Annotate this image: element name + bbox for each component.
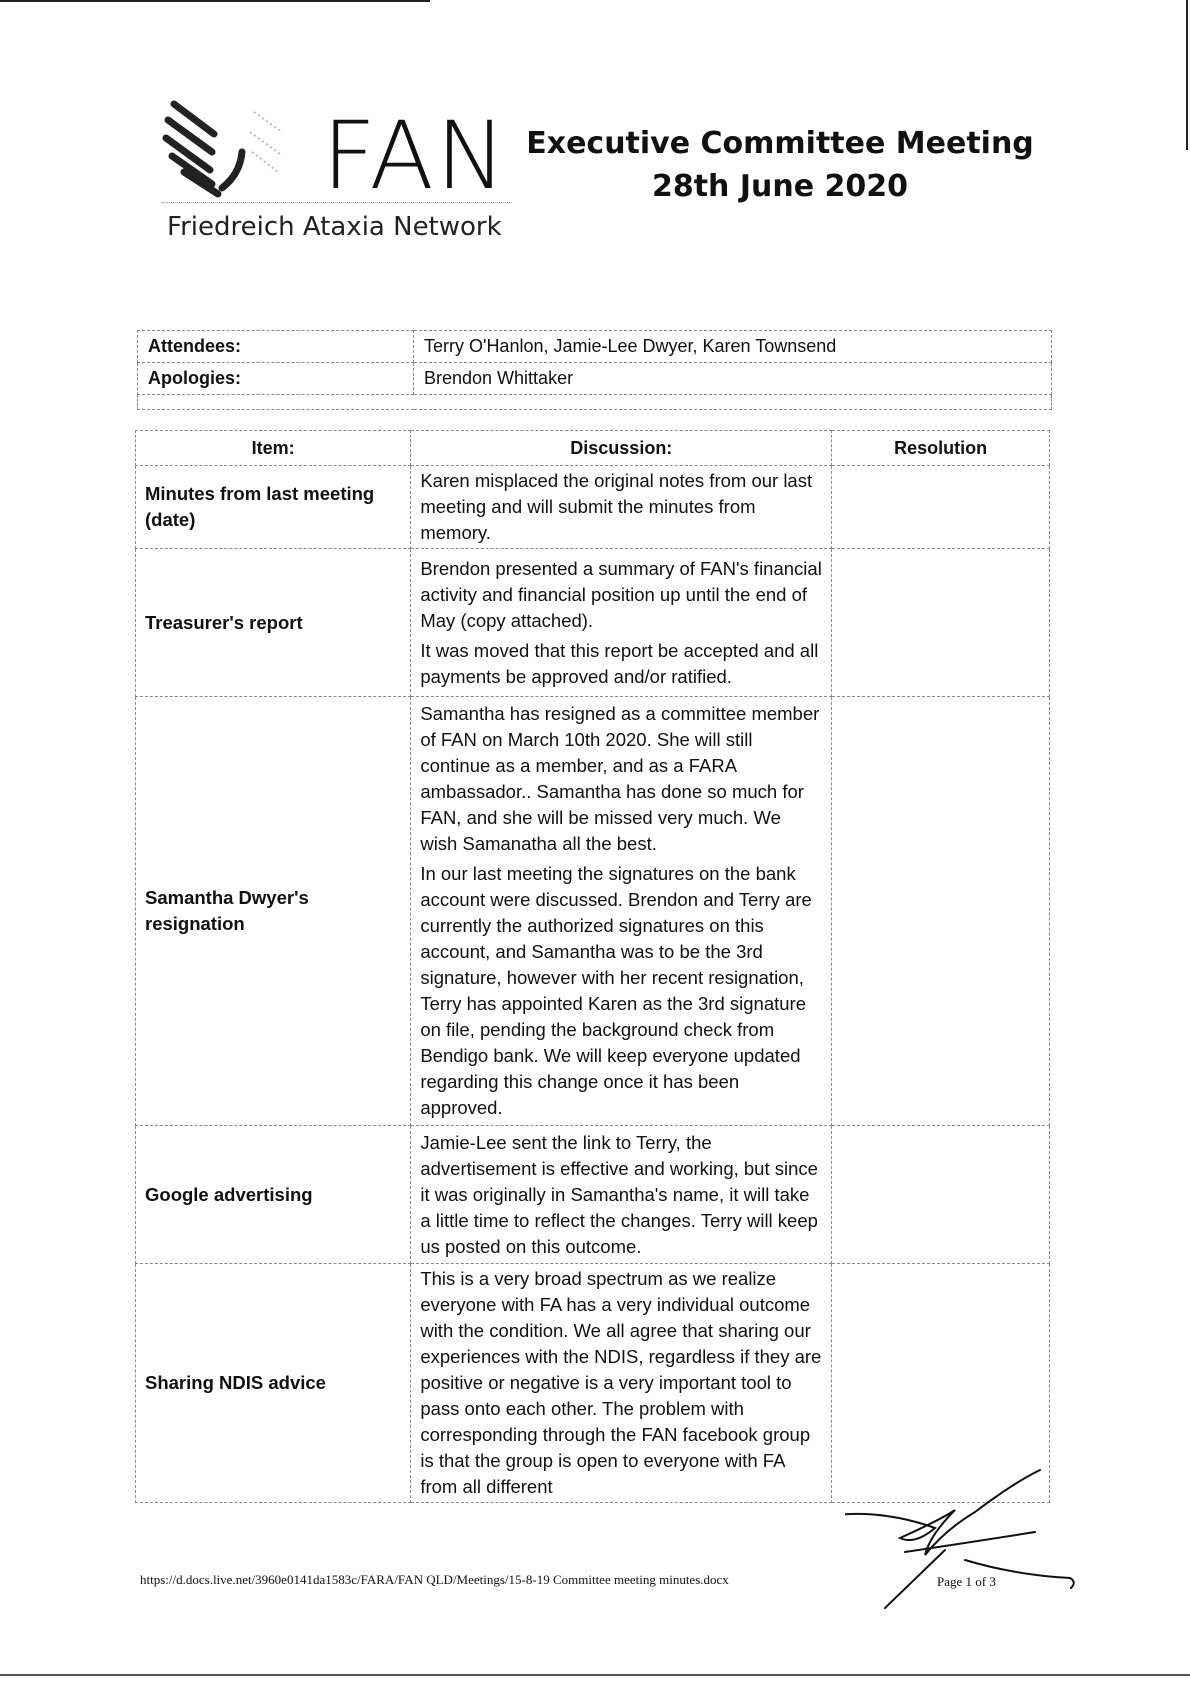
discussion-paragraph: This is a very broad spectrum as we realize everyone with FA has a very individual outcome with the condition. We all agree that sharing our experiences with the NDIS, regardless if they are positive or negative is a very important tool to pass onto each other. The problem with corresponding through the FAN facebook group is that the group is open to everyone with FA from all different [420, 1268, 822, 1497]
attendance-table [137, 330, 1052, 410]
discussion-cell [411, 1264, 832, 1503]
discussion-paragraph: Samantha has resigned as a committee member of FAN on March 10th 2020. She will still continue as a member, and as a FARA ambassador.. Samantha has done so much for FAN, and she will be missed very much. We wish Samanatha all the best. [420, 703, 820, 854]
apologies-row [138, 363, 1052, 395]
header-discussion: Discussion: [411, 431, 832, 466]
scan-edge-bottom [0, 1674, 1190, 1676]
header-resolution: Resolution [832, 431, 1050, 466]
apologies-label: Apologies: [138, 363, 414, 395]
discussion-paragraph: It was moved that this report be accepted and all payments be approved and/or ratified. [420, 639, 819, 687]
discussion-paragraph: Jamie-Lee sent the link to Terry, the advertisement is effective and working, but since it was originally in Samantha's name, it will take a little time to reflect the changes. Terry will keep us posted on this outcome. [420, 1131, 818, 1257]
scan-edge-right [1186, 0, 1188, 150]
item-cell: Treasurer's report [136, 549, 411, 697]
item-cell: Minutes from last meeting (date) [136, 466, 411, 549]
discussion-cell [411, 1126, 832, 1264]
discussion-paragraph: In our last meeting the signatures on the bank account were discussed. Brendon and Terry are currently the authorized signatures on this account, and Samantha was to be the 3rd signature, however with her recent resignation, Terry has appointed Karen as the 3rd signature on file, pending the background check from Bendigo bank. We will keep everyone updated regarding this change once it has been approved. [420, 863, 812, 1118]
discussion-paragraph: Karen misplaced the original notes from our last meeting and will submit the minutes from memory. [420, 470, 813, 543]
handwritten-signature [845, 1460, 1115, 1630]
attendees-value: Terry O'Hanlon, Jamie-Lee Dwyer, Karen Townsend [414, 331, 1052, 363]
scan-edge-top [0, 0, 430, 2]
resolution-cell [832, 697, 1050, 1126]
logo-subtitle: Friedreich Ataxia Network [167, 212, 502, 242]
apologies-value: Brendon Whittaker [414, 363, 1052, 395]
table-row [136, 549, 1050, 697]
document-title [520, 122, 1040, 208]
hand-stripes-icon [162, 92, 322, 202]
header-item: Item: [136, 431, 411, 466]
resolution-cell [832, 1126, 1050, 1264]
discussion-cell [411, 549, 832, 697]
title-line-1: Executive Committee Meeting [526, 126, 1034, 161]
item-cell: Google advertising [136, 1126, 411, 1264]
table-row [136, 466, 1050, 549]
attendees-row [138, 331, 1052, 363]
table-row [136, 697, 1050, 1126]
fan-logo [162, 92, 509, 252]
title-line-2: 28th June 2020 [651, 169, 909, 204]
logo-divider [162, 202, 512, 203]
table-row [136, 1126, 1050, 1264]
logo-wordmark: FAN [322, 102, 509, 211]
item-cell: Sharing NDIS advice [136, 1264, 411, 1503]
item-cell: Samantha Dwyer's resignation [136, 697, 411, 1126]
header-row [136, 431, 1050, 466]
discussion-cell [411, 466, 832, 549]
discussion-paragraph: Brendon presented a summary of FAN's financial activity and financial position up until the end of May (copy attached). [420, 557, 822, 631]
spacer-row [138, 395, 1052, 410]
spacer-cell [138, 395, 1052, 410]
footer-file-path: https://d.docs.live.net/3960e0141da1583c/FARA/FAN QLD/Meetings/15-8-19 Committee meeting minutes.docx [140, 1572, 729, 1587]
resolution-cell [832, 549, 1050, 697]
discussion-cell [411, 697, 832, 1126]
attendees-label: Attendees: [138, 331, 414, 363]
minutes-table [135, 430, 1050, 1503]
resolution-cell [832, 466, 1050, 549]
footer-page-number: Page 1 of 3 [937, 1574, 996, 1589]
